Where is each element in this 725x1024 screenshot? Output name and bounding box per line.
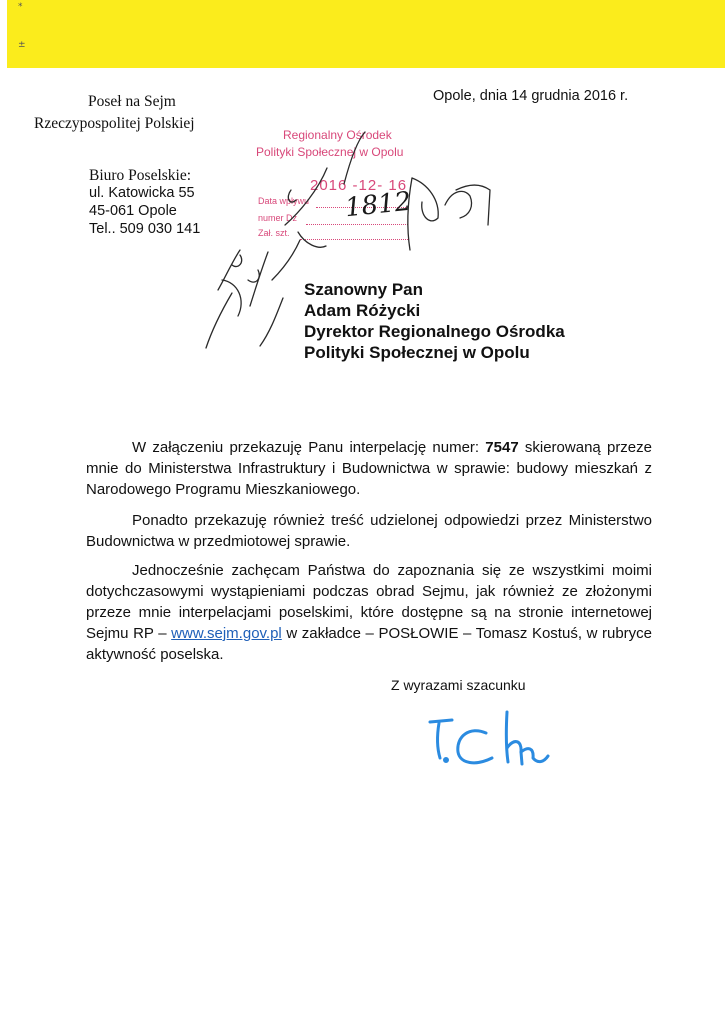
stamp-handwritten-number: 1812 — [343, 186, 413, 224]
office-label: Biuro Poselskie: — [89, 167, 192, 184]
scan-mark-bottom: ± — [18, 40, 26, 50]
stamp-label-number: numer Dz — [258, 213, 298, 223]
scan-mark-top: * — [18, 2, 23, 12]
p1-text-after: skierowaną przeze mnie do Ministerstwa Infrastruktury i Budownictwa w sprawie: budowy mieszkań z Narodowego Programu Mieszkaniowego. — [86, 439, 652, 498]
recipient-position-line2: Polityki Społecznej w Opolu — [304, 343, 530, 362]
p2-text: Ponadto przekazuję również treść udzielonej odpowiedzi przez Ministerstwo Budownictwa w przedmiotowej sprawie. — [86, 512, 652, 550]
recipient-position-line1: Dyrektor Regionalnego Ośrodka — [304, 322, 565, 341]
sejm-website-link[interactable]: www.sejm.gov.pl — [171, 625, 282, 642]
sender-title-line2: Rzeczypospolitej Polskiej — [34, 115, 195, 132]
office-phone: Tel.. 509 030 141 — [89, 221, 201, 237]
p1-text-before: W załączeniu przekazuję Panu interpelację numer: — [132, 439, 486, 456]
stamp-label-attachments: Zał. szt. — [258, 228, 290, 238]
closing-phrase: Z wyrazami szacunku — [391, 677, 526, 693]
recipient-salutation: Szanowny Pan — [304, 280, 424, 299]
letter-date: Opole, dnia 14 grudnia 2016 r. — [433, 88, 629, 104]
stamp-date: 2016 -12- 16 — [310, 177, 408, 194]
stamp-line1: Regionalny Ośrodek — [283, 128, 392, 142]
stamp-label-date: Data wpływu — [258, 196, 310, 206]
interpellation-number: 7547 — [485, 439, 519, 456]
p3-text-before: Jednocześnie zachęcam Państwa do zapoznania się ze wszystkimi moimi dotychczasowymi wystąpieniami podczas obrad Sejmu, jak również ze złożonymi przeze mnie interpelacjami poselskimi, które dostępne są na stronie internetowej Sejmu RP – — [86, 562, 652, 642]
recipient-name: Adam Różycki — [304, 301, 421, 320]
stamp-line2: Polityki Społecznej w Opolu — [256, 145, 404, 159]
p3-text-after: w zakładce – POSŁOWIE – Tomasz Kostuś, w rubryce aktywność poselska. — [86, 625, 652, 663]
office-street: ul. Katowicka 55 — [89, 185, 195, 201]
office-postal-city: 45-061 Opole — [89, 203, 177, 219]
sender-title-line1: Poseł na Sejm — [88, 93, 176, 110]
